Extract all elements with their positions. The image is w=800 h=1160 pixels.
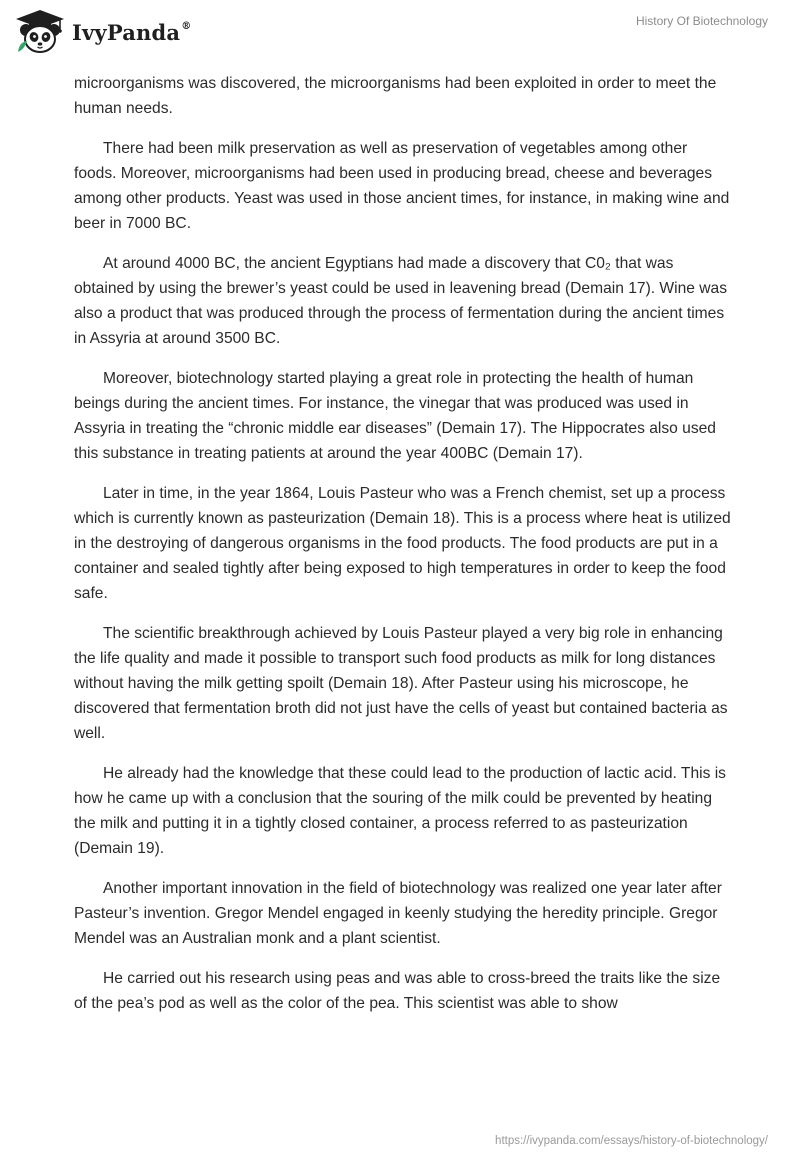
essay-body: [74, 71, 734, 1031]
essay-paragraph: microorganisms was discovered, the microorganisms had been exploited in order to meet the human needs.: [74, 75, 717, 117]
essay-paragraph: Another important innovation in the field of biotechnology was realized one year later after Pasteur’s invention. Gregor Mendel engaged in keenly studying the heredity principle. Gregor Mendel was an Australian monk and a plant scientist.: [74, 880, 722, 947]
essay-paragraph: He carried out his research using peas and was able to cross-breed the traits like the size of the pea’s pod as well as the color of the pea. This scientist was able to show: [74, 970, 721, 1012]
essay-paragraph: Later in time, in the year 1864, Louis Pasteur who was a French chemist, set up a process which is currently known as pasteurization (Demain 18). This is a process where heat is utilized in the destroying of dangerous organisms in the food products. The food products are put in a container and sealed tightly after being exposed to high temperatures in order to keep the food safe.: [74, 485, 731, 602]
ivypanda-logo[interactable]: [14, 8, 191, 54]
essay-paragraph: There had been milk preservation as well as preservation of vegetables among other foods. Moreover, microorganisms had been used in producing bread, cheese and beverages among other products. Yeast was used in those ancient times, for instance, in making wine and beer in 7000 BC.: [74, 140, 730, 232]
brand-name: IvyPanda®: [72, 19, 192, 45]
essay-paragraph: At around 4000 BC, the ancient Egyptians had made a discovery that C0₂ that was obtained by using the brewer’s yeast could be used in leavening bread (Demain 17). Wine was also a product that was produced through the process of fermentation during the ancient times in Assyria at around 3500 BC.: [74, 255, 728, 347]
essay-paragraph: He already had the knowledge that these could lead to the production of lactic acid. This is how he came up with a conclusion that the souring of the milk could be prevented by heating the milk and putting it in a tightly closed container, a process referred to as pasteurization (Demain 19).: [74, 765, 726, 857]
document-title: History Of Biotechnology: [635, 14, 768, 28]
essay-paragraph: The scientific breakthrough achieved by Louis Pasteur played a very big role in enhancing the life quality and made it possible to transport such food products as milk for long distances without having the milk getting spoilt (Demain 18). After Pasteur using his microscope, he discovered that fermentation broth did not just have the cells of yeast but contained bacteria as well.: [74, 625, 728, 742]
source-url-link[interactable]: https://ivypanda.com/essays/history-of-biotechnology/: [495, 1135, 768, 1147]
registered-mark: ®: [181, 20, 192, 32]
page-header: [0, 0, 800, 70]
essay-paragraph: Moreover, biotechnology started playing a great role in protecting the health of human beings during the ancient times. For instance, the vinegar that was produced was used in Assyria in treating the “chronic middle ear diseases” (Demain 17). The Hippocrates also used this substance in treating patients at around the year 400BC (Demain 17).: [74, 370, 716, 462]
panda-graduate-icon: [14, 8, 66, 54]
